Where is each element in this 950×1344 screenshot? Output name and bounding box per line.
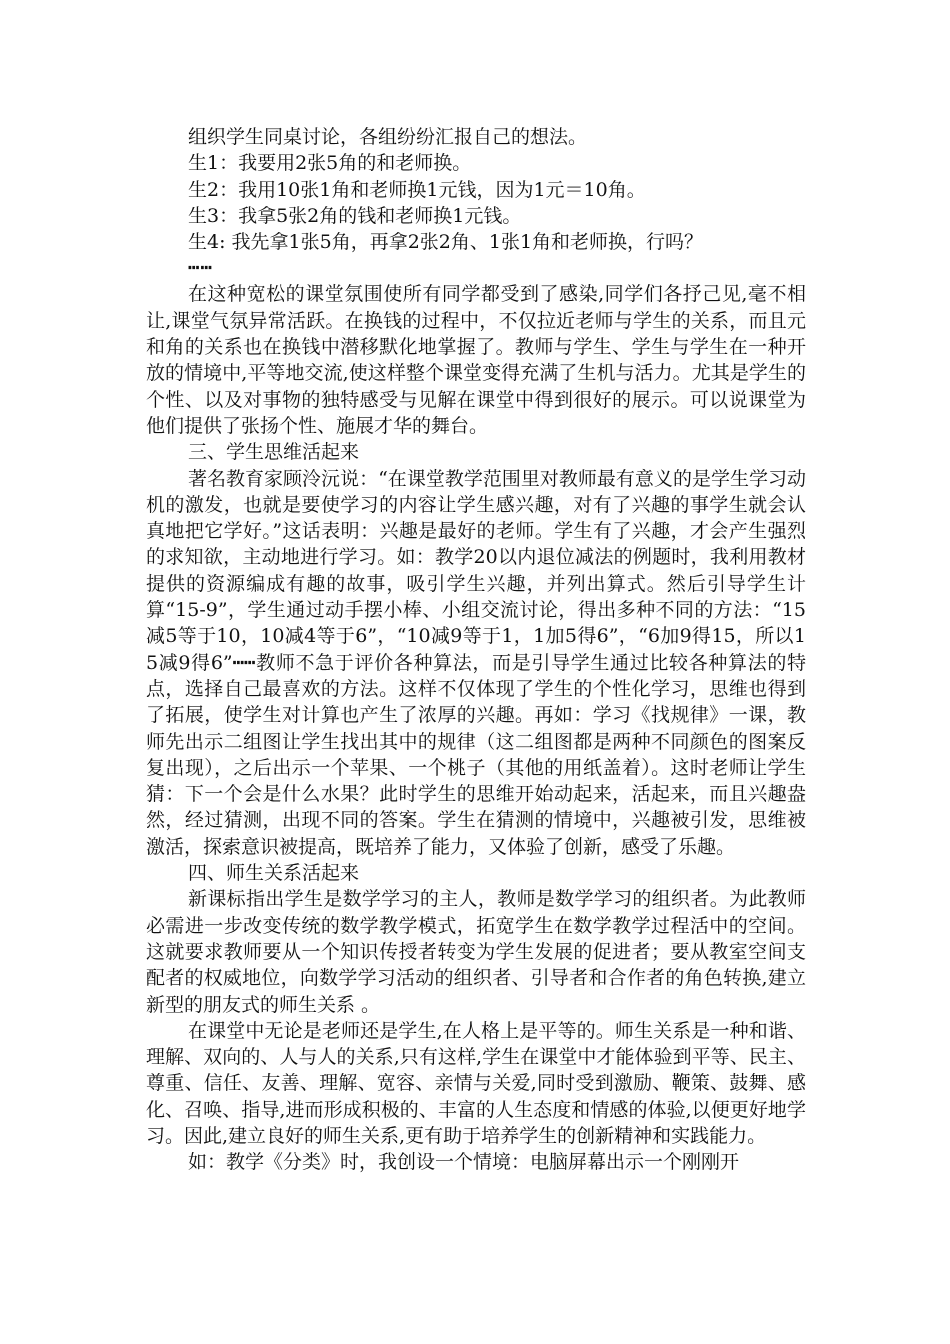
text-line: 生4: 我先拿1张5角，再拿2张2角、1张1角和老师换，行吗？ bbox=[188, 231, 704, 254]
paragraph-equality: 在课堂中无论是老师还是学生,在人格上是平等的。师生关系是一种和谐、理解、双向的、人与人的关系,只有这样,学生在课堂中才能体验到平等、民主、尊重、信任、友善、理解、宽容、亲情与关爱,同时受到激励、鞭策、鼓舞、感化、召唤、指导,进而形成积极的、丰富的人生态度和情感的体验,以便更好地学习。因此,建立良好的师生关系,更有助于培养学生的创新精神和实践能力。 bbox=[146, 1019, 806, 1147]
section-heading-3: 三、学生思维活起来 bbox=[188, 441, 360, 464]
document-body bbox=[146, 124, 806, 1176]
text-line: 生1：我要用2张5角的和老师换。 bbox=[188, 152, 472, 175]
ellipsis-mark: ┅┅ bbox=[188, 257, 213, 280]
paragraph-relation: 新课标指出学生是数学学习的主人，教师是数学学习的组织者。为此教师必需进一步改变传统的数学教学模式，拓宽学生在数学教学过程活中的空间。这就要求教师要从一个知识传授者转变为学生发展的促进者；要从教室空间支配者的权威地位，向数学学习活动的组织者、引导者和合作者的角色转换,建立新型的朋友式的师生关系 。 bbox=[146, 888, 806, 1016]
text-line: 生2：我用10张1角和老师换1元钱，因为1元＝10角。 bbox=[188, 178, 646, 201]
section-heading-4: 四、师生关系活起来 bbox=[188, 862, 360, 885]
text-line: 生3：我拿5张2角的钱和老师换1元钱。 bbox=[188, 204, 522, 227]
paragraph-thinking: 著名教育家顾泠沅说：“在课堂教学范围里对教师最有意义的是学生学习动机的激发，也就是要使学习的内容让学生感兴趣，对有了兴趣的事学生就会认真地把它学好。”这话表明：兴趣是最好的老师。学生有了兴趣，才会产生强烈的求知欲，主动地进行学习。如：教学20以内退位减法的例题时，我利用教材提供的资源编成有趣的故事，吸引学生兴趣，并列出算式。然后引导学生计算“15-9”，学生通过动手摆小棒、小组交流讨论，得出多种不同的方法：“15减5等于10，10减4等于6”，“10减9等于1，1加5得6”，“6加9得15，所以15减9得6”┅┅教师不急于评价各种算法，而是引导学生通过比较各种算法的特点，选择自己最喜欢的方法。这样不仅体现了学生的个性化学习，思维也得到了拓展，使学生对计算也产生了浓厚的兴趣。再如：学习《找规律》一课，教师先出示二组图让学生找出其中的规律（这二组图都是两种不同颜色的图案反复出现），之后出示一个苹果、一个桃子（其他的用纸盖着）。这时老师让学生猜：下一个会是什么水果？此时学生的思维开始动起来，活起来，而且兴趣盎然，经过猜测，出现不同的答案。学生在猜测的情境中，兴趣被引发，思维被激活，探索意识被提高，既培养了能力，又体验了创新，感受了乐趣。 bbox=[146, 467, 806, 858]
text-line: 组织学生同桌讨论，各组纷纷汇报自己的想法。 bbox=[188, 126, 588, 148]
paragraph-example: 如：教学《分类》时，我创设一个情境：电脑屏幕出示一个刚刚开 bbox=[188, 1151, 740, 1174]
paragraph-atmosphere: 在这种宽松的课堂氛围使所有同学都受到了感染,同学们各抒己见,毫不相让,课堂气氛异常活跃。在换钱的过程中，不仅拉近老师与学生的关系，而且元和角的关系也在换钱中潜移默化地掌握了。教师与学生、学生与学生在一种开放的情境中,平等地交流,使这样整个课堂变得充满了生机与活力。尤其是学生的个性、以及对事物的独特感受与见解在课堂中得到很好的展示。可以说课堂为他们提供了张扬个性、施展才华的舞台。 bbox=[146, 283, 806, 437]
